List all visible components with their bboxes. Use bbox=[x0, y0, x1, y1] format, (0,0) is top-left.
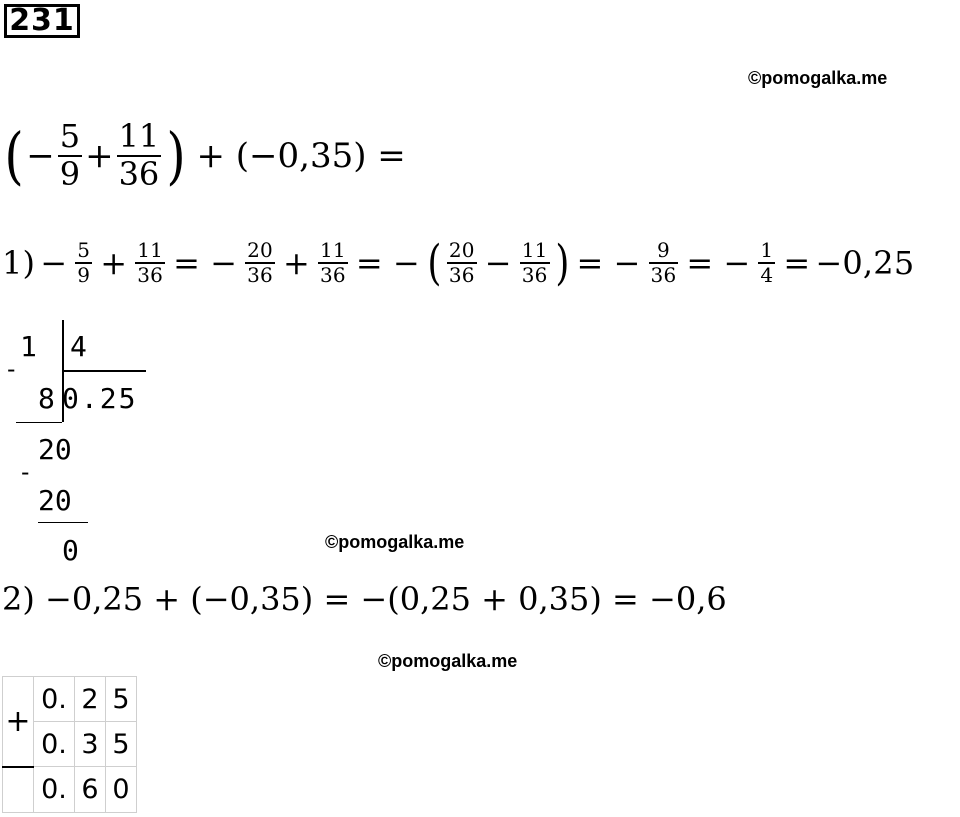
quotient-line bbox=[62, 370, 146, 372]
minus-sign-2: - bbox=[18, 458, 33, 486]
step-2-equation: 2) −0,25 + (−0,35) = −(0,25 + 0,35) = −0,6 bbox=[2, 580, 727, 618]
step-1-result: −0,25 bbox=[815, 244, 915, 282]
final-remainder: 0 bbox=[62, 534, 79, 567]
addend-1-digit-2: 2 bbox=[75, 677, 106, 722]
addition-sign: + bbox=[3, 677, 34, 767]
watermark-top: ©pomogalka.me bbox=[748, 68, 888, 88]
step-1-fraction-a: $\frac{5}{9}$ bbox=[77, 238, 91, 287]
remainder-1: 20 bbox=[38, 433, 72, 466]
addend-1-digit-1: 0. bbox=[34, 677, 75, 722]
task-expression bbox=[2, 116, 406, 196]
step-1-equation: 1) − $\frac{5}{9}$ + $\frac{11}{36}$ = − $\frac{20}{36}$ + $\frac{11}{36}$ = − ( $\frac{20}{36}$ − $\frac{11}{36}$ ) = − $\frac{9}{36}$ = − $\frac{1}{4}$ = −0,25 bbox=[2, 235, 915, 291]
quotient: 0.25 bbox=[62, 382, 138, 415]
addend-1-digit-3: 5 bbox=[106, 677, 137, 722]
fraction-11-36: $\frac{11}{36}$ bbox=[118, 117, 160, 193]
step-1-fraction-e: $\frac{20}{36}$ bbox=[448, 238, 475, 287]
step-1-fraction-h: $\frac{1}{4}$ bbox=[760, 238, 774, 287]
step-1-fraction-d: $\frac{11}{36}$ bbox=[319, 238, 346, 287]
step-1-label: 1) bbox=[2, 244, 36, 282]
plus-sign: + bbox=[85, 136, 114, 176]
close-paren: ) bbox=[166, 119, 187, 192]
open-paren: ( bbox=[4, 119, 24, 192]
minus-sign: − bbox=[26, 136, 55, 176]
divisor: 4 bbox=[70, 330, 87, 363]
subtract-2: 20 bbox=[38, 484, 72, 517]
sum-digit-2: 6 bbox=[75, 767, 106, 813]
subtract-2-line bbox=[38, 522, 88, 523]
addend-2-digit-2: 3 bbox=[75, 722, 106, 767]
step-1-fraction-b: $\frac{11}{36}$ bbox=[137, 238, 164, 287]
watermark-bottom: ©pomogalka.me bbox=[378, 651, 518, 671]
step-1-fraction-g: $\frac{9}{36}$ bbox=[650, 238, 677, 287]
sum-empty-cell bbox=[3, 767, 34, 813]
subtract-1: 8 bbox=[38, 382, 55, 415]
problem-number: 231 bbox=[4, 4, 80, 38]
sum-digit-1: 0. bbox=[34, 767, 75, 813]
column-addition bbox=[2, 676, 137, 813]
step-1-fraction-c: $\frac{20}{36}$ bbox=[247, 238, 273, 287]
addend-2-digit-3: 5 bbox=[106, 722, 137, 767]
minus-sign-1: - bbox=[4, 355, 19, 383]
addend-2-digit-1: 0. bbox=[34, 722, 75, 767]
fraction-5-9: $\frac{5}{9}$ bbox=[59, 117, 81, 193]
watermark-middle: ©pomogalka.me bbox=[325, 532, 465, 552]
task-rest: + (−0,35) = bbox=[196, 136, 406, 176]
step-1-fraction-f: $\frac{11}{36}$ bbox=[521, 238, 548, 287]
subtract-1-line bbox=[16, 422, 62, 423]
dividend: 1 bbox=[20, 330, 37, 363]
sum-digit-3: 0 bbox=[106, 767, 137, 813]
